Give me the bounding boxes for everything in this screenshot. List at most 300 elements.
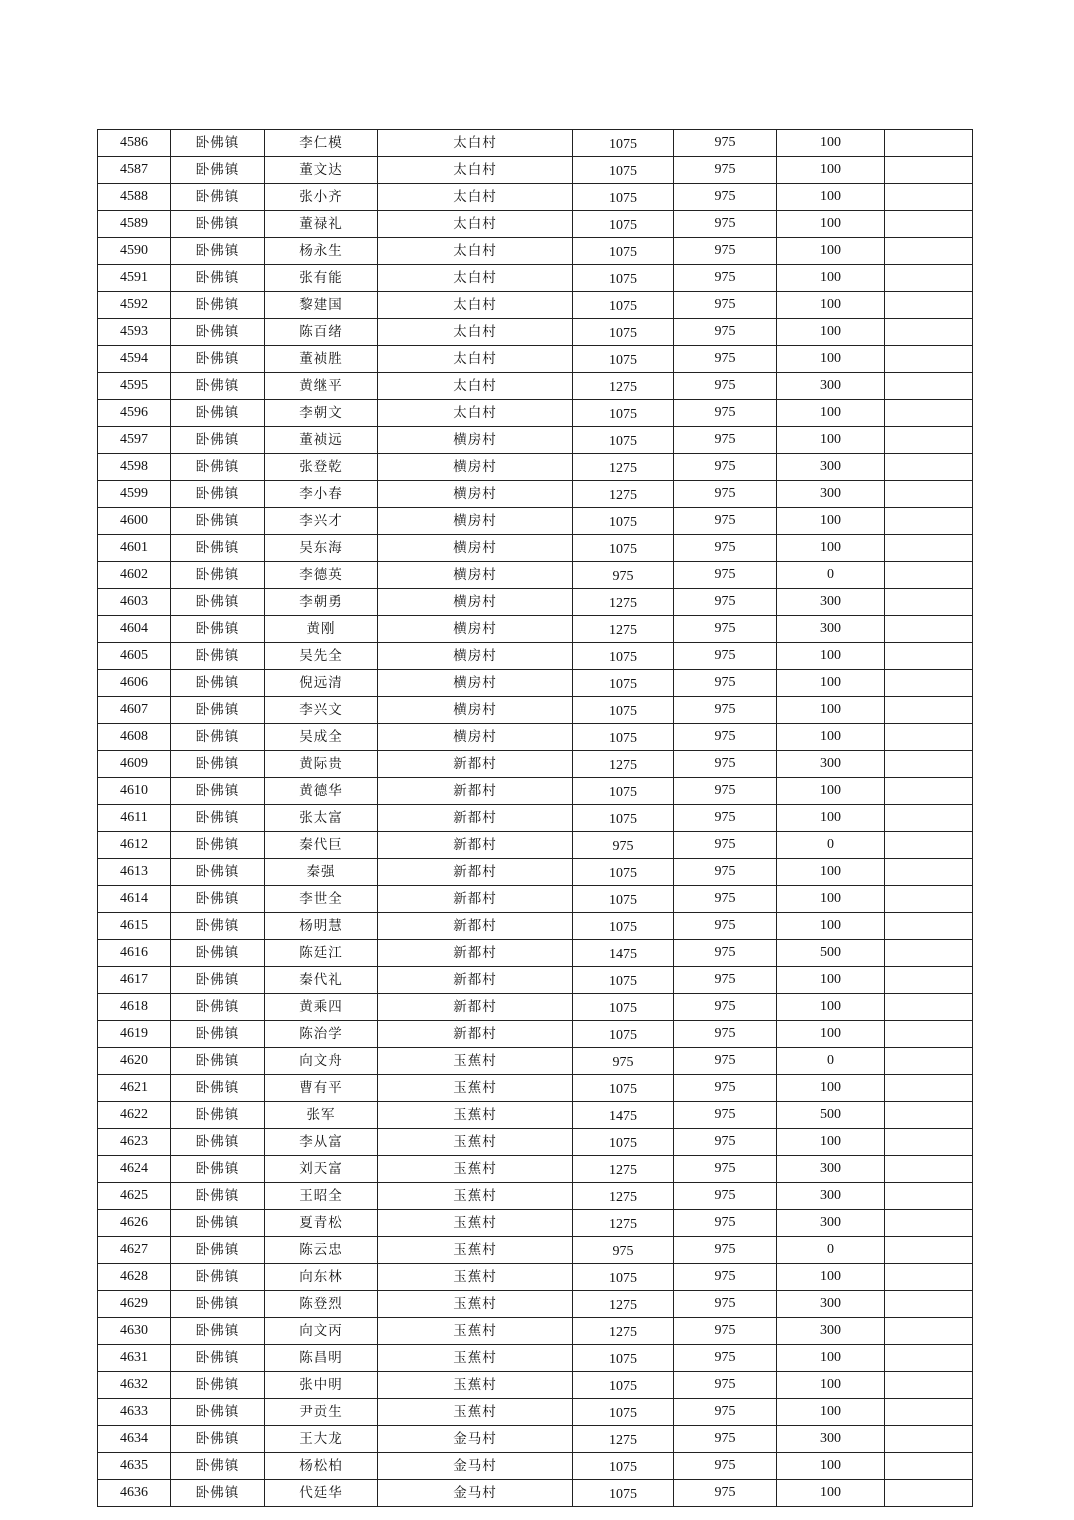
town-cell: 卧佛镇 xyxy=(171,616,265,643)
amount-b-cell: 975 xyxy=(674,1399,777,1426)
village-cell: 新都村 xyxy=(378,859,573,886)
table-body xyxy=(98,130,973,1507)
amount-a-cell: 1075 xyxy=(573,346,674,373)
amount-b-cell: 975 xyxy=(674,886,777,913)
village-cell: 玉蕉村 xyxy=(378,1183,573,1210)
amount-a-cell: 1075 xyxy=(573,265,674,292)
serial-number-cell: 4614 xyxy=(98,886,171,913)
amount-b-cell: 975 xyxy=(674,157,777,184)
name-cell: 李兴文 xyxy=(265,697,378,724)
amount-a-cell: 1075 xyxy=(573,967,674,994)
amount-c-cell: 500 xyxy=(777,940,885,967)
town-cell: 卧佛镇 xyxy=(171,1156,265,1183)
note-cell xyxy=(885,589,973,616)
village-cell: 新都村 xyxy=(378,751,573,778)
serial-number-cell: 4610 xyxy=(98,778,171,805)
town-cell: 卧佛镇 xyxy=(171,886,265,913)
town-cell: 卧佛镇 xyxy=(171,373,265,400)
amount-c-cell: 100 xyxy=(777,346,885,373)
note-cell xyxy=(885,1021,973,1048)
amount-a-cell: 1075 xyxy=(573,292,674,319)
amount-a-cell: 1075 xyxy=(573,1075,674,1102)
amount-b-cell: 975 xyxy=(674,589,777,616)
amount-c-cell: 300 xyxy=(777,1183,885,1210)
amount-c-cell: 100 xyxy=(777,319,885,346)
amount-c-cell: 100 xyxy=(777,238,885,265)
amount-b-cell: 975 xyxy=(674,778,777,805)
amount-a-cell: 975 xyxy=(573,562,674,589)
table-row xyxy=(98,940,973,967)
town-cell: 卧佛镇 xyxy=(171,211,265,238)
town-cell: 卧佛镇 xyxy=(171,1318,265,1345)
table-row xyxy=(98,400,973,427)
name-cell: 李朝文 xyxy=(265,400,378,427)
name-cell: 吴成全 xyxy=(265,724,378,751)
note-cell xyxy=(885,1453,973,1480)
note-cell xyxy=(885,751,973,778)
village-cell: 太白村 xyxy=(378,346,573,373)
serial-number-cell: 4621 xyxy=(98,1075,171,1102)
village-cell: 玉蕉村 xyxy=(378,1129,573,1156)
town-cell: 卧佛镇 xyxy=(171,265,265,292)
serial-number-cell: 4606 xyxy=(98,670,171,697)
table-row xyxy=(98,130,973,157)
name-cell: 秦代礼 xyxy=(265,967,378,994)
serial-number-cell: 4625 xyxy=(98,1183,171,1210)
amount-a-cell: 1075 xyxy=(573,1021,674,1048)
name-cell: 陈登烈 xyxy=(265,1291,378,1318)
village-cell: 金马村 xyxy=(378,1480,573,1507)
note-cell xyxy=(885,1156,973,1183)
amount-a-cell: 1075 xyxy=(573,1264,674,1291)
amount-a-cell: 1275 xyxy=(573,1291,674,1318)
village-cell: 玉蕉村 xyxy=(378,1048,573,1075)
name-cell: 李小春 xyxy=(265,481,378,508)
name-cell: 黄德华 xyxy=(265,778,378,805)
town-cell: 卧佛镇 xyxy=(171,1048,265,1075)
note-cell xyxy=(885,1237,973,1264)
serial-number-cell: 4593 xyxy=(98,319,171,346)
note-cell xyxy=(885,1183,973,1210)
note-cell xyxy=(885,1129,973,1156)
note-cell xyxy=(885,508,973,535)
name-cell: 董文达 xyxy=(265,157,378,184)
note-cell xyxy=(885,130,973,157)
amount-a-cell: 1075 xyxy=(573,535,674,562)
table-row xyxy=(98,1264,973,1291)
table-row xyxy=(98,1048,973,1075)
amount-a-cell: 1075 xyxy=(573,724,674,751)
table-row xyxy=(98,724,973,751)
amount-a-cell: 1075 xyxy=(573,913,674,940)
name-cell: 夏青松 xyxy=(265,1210,378,1237)
serial-number-cell: 4591 xyxy=(98,265,171,292)
town-cell: 卧佛镇 xyxy=(171,562,265,589)
note-cell xyxy=(885,1075,973,1102)
name-cell: 王大龙 xyxy=(265,1426,378,1453)
name-cell: 黄刚 xyxy=(265,616,378,643)
village-cell: 太白村 xyxy=(378,157,573,184)
name-cell: 董祯远 xyxy=(265,427,378,454)
serial-number-cell: 4615 xyxy=(98,913,171,940)
amount-c-cell: 100 xyxy=(777,400,885,427)
serial-number-cell: 4627 xyxy=(98,1237,171,1264)
table-row xyxy=(98,1183,973,1210)
serial-number-cell: 4587 xyxy=(98,157,171,184)
amount-c-cell: 100 xyxy=(777,1372,885,1399)
village-cell: 横房村 xyxy=(378,535,573,562)
village-cell: 玉蕉村 xyxy=(378,1075,573,1102)
amount-a-cell: 1275 xyxy=(573,1210,674,1237)
amount-b-cell: 975 xyxy=(674,1318,777,1345)
note-cell xyxy=(885,913,973,940)
table-row xyxy=(98,1102,973,1129)
amount-b-cell: 975 xyxy=(674,832,777,859)
serial-number-cell: 4623 xyxy=(98,1129,171,1156)
amount-b-cell: 975 xyxy=(674,724,777,751)
serial-number-cell: 4600 xyxy=(98,508,171,535)
village-cell: 太白村 xyxy=(378,130,573,157)
amount-a-cell: 1075 xyxy=(573,670,674,697)
village-cell: 横房村 xyxy=(378,643,573,670)
amount-a-cell: 1275 xyxy=(573,481,674,508)
town-cell: 卧佛镇 xyxy=(171,508,265,535)
village-cell: 太白村 xyxy=(378,211,573,238)
town-cell: 卧佛镇 xyxy=(171,535,265,562)
amount-c-cell: 100 xyxy=(777,967,885,994)
serial-number-cell: 4607 xyxy=(98,697,171,724)
note-cell xyxy=(885,859,973,886)
amount-b-cell: 975 xyxy=(674,1156,777,1183)
note-cell xyxy=(885,400,973,427)
serial-number-cell: 4609 xyxy=(98,751,171,778)
town-cell: 卧佛镇 xyxy=(171,1021,265,1048)
amount-b-cell: 975 xyxy=(674,211,777,238)
amount-b-cell: 975 xyxy=(674,1021,777,1048)
town-cell: 卧佛镇 xyxy=(171,697,265,724)
name-cell: 曹有平 xyxy=(265,1075,378,1102)
name-cell: 陈廷江 xyxy=(265,940,378,967)
amount-b-cell: 975 xyxy=(674,427,777,454)
table-row xyxy=(98,886,973,913)
town-cell: 卧佛镇 xyxy=(171,184,265,211)
town-cell: 卧佛镇 xyxy=(171,778,265,805)
table-row xyxy=(98,751,973,778)
amount-b-cell: 975 xyxy=(674,454,777,481)
amount-a-cell: 1075 xyxy=(573,508,674,535)
village-cell: 新都村 xyxy=(378,967,573,994)
table-row xyxy=(98,1399,973,1426)
village-cell: 太白村 xyxy=(378,319,573,346)
amount-b-cell: 975 xyxy=(674,400,777,427)
town-cell: 卧佛镇 xyxy=(171,481,265,508)
amount-c-cell: 300 xyxy=(777,373,885,400)
village-cell: 玉蕉村 xyxy=(378,1318,573,1345)
table-row xyxy=(98,1291,973,1318)
amount-a-cell: 1075 xyxy=(573,778,674,805)
amount-c-cell: 100 xyxy=(777,508,885,535)
name-cell: 向文舟 xyxy=(265,1048,378,1075)
amount-c-cell: 100 xyxy=(777,913,885,940)
name-cell: 黄继平 xyxy=(265,373,378,400)
note-cell xyxy=(885,1291,973,1318)
name-cell: 李仁模 xyxy=(265,130,378,157)
village-cell: 太白村 xyxy=(378,265,573,292)
amount-c-cell: 100 xyxy=(777,994,885,1021)
note-cell xyxy=(885,265,973,292)
amount-c-cell: 100 xyxy=(777,724,885,751)
table-row xyxy=(98,1453,973,1480)
town-cell: 卧佛镇 xyxy=(171,1480,265,1507)
serial-number-cell: 4633 xyxy=(98,1399,171,1426)
name-cell: 向文丙 xyxy=(265,1318,378,1345)
note-cell xyxy=(885,1345,973,1372)
table-row xyxy=(98,238,973,265)
serial-number-cell: 4618 xyxy=(98,994,171,1021)
town-cell: 卧佛镇 xyxy=(171,1129,265,1156)
note-cell xyxy=(885,967,973,994)
amount-a-cell: 1075 xyxy=(573,319,674,346)
name-cell: 张登乾 xyxy=(265,454,378,481)
name-cell: 代廷华 xyxy=(265,1480,378,1507)
table-row xyxy=(98,1156,973,1183)
amount-a-cell: 1275 xyxy=(573,373,674,400)
amount-c-cell: 500 xyxy=(777,1102,885,1129)
town-cell: 卧佛镇 xyxy=(171,805,265,832)
note-cell xyxy=(885,940,973,967)
village-cell: 玉蕉村 xyxy=(378,1372,573,1399)
serial-number-cell: 4595 xyxy=(98,373,171,400)
amount-b-cell: 975 xyxy=(674,1129,777,1156)
name-cell: 李世全 xyxy=(265,886,378,913)
amount-c-cell: 300 xyxy=(777,1156,885,1183)
town-cell: 卧佛镇 xyxy=(171,724,265,751)
serial-number-cell: 4602 xyxy=(98,562,171,589)
name-cell: 杨明慧 xyxy=(265,913,378,940)
serial-number-cell: 4622 xyxy=(98,1102,171,1129)
town-cell: 卧佛镇 xyxy=(171,994,265,1021)
table-row xyxy=(98,697,973,724)
note-cell xyxy=(885,346,973,373)
amount-b-cell: 975 xyxy=(674,859,777,886)
amount-b-cell: 975 xyxy=(674,265,777,292)
village-cell: 玉蕉村 xyxy=(378,1237,573,1264)
village-cell: 新都村 xyxy=(378,940,573,967)
amount-a-cell: 1075 xyxy=(573,1372,674,1399)
amount-a-cell: 1075 xyxy=(573,994,674,1021)
amount-c-cell: 100 xyxy=(777,886,885,913)
note-cell xyxy=(885,778,973,805)
amount-c-cell: 100 xyxy=(777,1129,885,1156)
amount-a-cell: 1075 xyxy=(573,697,674,724)
amount-b-cell: 975 xyxy=(674,1453,777,1480)
town-cell: 卧佛镇 xyxy=(171,1372,265,1399)
serial-number-cell: 4589 xyxy=(98,211,171,238)
name-cell: 陈治学 xyxy=(265,1021,378,1048)
amount-b-cell: 975 xyxy=(674,1345,777,1372)
table-row xyxy=(98,454,973,481)
name-cell: 张军 xyxy=(265,1102,378,1129)
serial-number-cell: 4617 xyxy=(98,967,171,994)
serial-number-cell: 4632 xyxy=(98,1372,171,1399)
amount-a-cell: 1075 xyxy=(573,184,674,211)
name-cell: 陈云忠 xyxy=(265,1237,378,1264)
town-cell: 卧佛镇 xyxy=(171,913,265,940)
amount-b-cell: 975 xyxy=(674,940,777,967)
note-cell xyxy=(885,1318,973,1345)
table-row xyxy=(98,994,973,1021)
amount-c-cell: 0 xyxy=(777,832,885,859)
village-cell: 新都村 xyxy=(378,886,573,913)
amount-b-cell: 975 xyxy=(674,562,777,589)
table-row xyxy=(98,967,973,994)
note-cell xyxy=(885,1372,973,1399)
amount-a-cell: 1075 xyxy=(573,400,674,427)
note-cell xyxy=(885,697,973,724)
amount-a-cell: 1075 xyxy=(573,238,674,265)
town-cell: 卧佛镇 xyxy=(171,832,265,859)
amount-a-cell: 1075 xyxy=(573,130,674,157)
serial-number-cell: 4626 xyxy=(98,1210,171,1237)
note-cell xyxy=(885,886,973,913)
amount-a-cell: 1075 xyxy=(573,1453,674,1480)
amount-a-cell: 1075 xyxy=(573,427,674,454)
town-cell: 卧佛镇 xyxy=(171,940,265,967)
serial-number-cell: 4603 xyxy=(98,589,171,616)
amount-c-cell: 0 xyxy=(777,1237,885,1264)
serial-number-cell: 4604 xyxy=(98,616,171,643)
amount-b-cell: 975 xyxy=(674,616,777,643)
town-cell: 卧佛镇 xyxy=(171,1345,265,1372)
village-cell: 太白村 xyxy=(378,184,573,211)
amount-c-cell: 100 xyxy=(777,292,885,319)
amount-a-cell: 975 xyxy=(573,832,674,859)
amount-b-cell: 975 xyxy=(674,508,777,535)
serial-number-cell: 4597 xyxy=(98,427,171,454)
amount-b-cell: 975 xyxy=(674,1048,777,1075)
amount-a-cell: 1275 xyxy=(573,1318,674,1345)
amount-b-cell: 975 xyxy=(674,1426,777,1453)
serial-number-cell: 4631 xyxy=(98,1345,171,1372)
table-row xyxy=(98,643,973,670)
town-cell: 卧佛镇 xyxy=(171,967,265,994)
town-cell: 卧佛镇 xyxy=(171,1453,265,1480)
town-cell: 卧佛镇 xyxy=(171,670,265,697)
amount-a-cell: 1275 xyxy=(573,616,674,643)
village-cell: 新都村 xyxy=(378,805,573,832)
town-cell: 卧佛镇 xyxy=(171,1102,265,1129)
serial-number-cell: 4620 xyxy=(98,1048,171,1075)
data-table xyxy=(97,129,973,1507)
serial-number-cell: 4608 xyxy=(98,724,171,751)
town-cell: 卧佛镇 xyxy=(171,400,265,427)
name-cell: 李朝勇 xyxy=(265,589,378,616)
town-cell: 卧佛镇 xyxy=(171,238,265,265)
amount-b-cell: 975 xyxy=(674,1237,777,1264)
town-cell: 卧佛镇 xyxy=(171,346,265,373)
serial-number-cell: 4612 xyxy=(98,832,171,859)
village-cell: 横房村 xyxy=(378,508,573,535)
amount-b-cell: 975 xyxy=(674,292,777,319)
village-cell: 横房村 xyxy=(378,589,573,616)
table-row xyxy=(98,1075,973,1102)
table-row xyxy=(98,184,973,211)
table-row xyxy=(98,1210,973,1237)
name-cell: 张小齐 xyxy=(265,184,378,211)
serial-number-cell: 4605 xyxy=(98,643,171,670)
name-cell: 张中明 xyxy=(265,1372,378,1399)
amount-b-cell: 975 xyxy=(674,1183,777,1210)
amount-b-cell: 975 xyxy=(674,1264,777,1291)
amount-a-cell: 1275 xyxy=(573,1183,674,1210)
amount-c-cell: 100 xyxy=(777,184,885,211)
village-cell: 新都村 xyxy=(378,832,573,859)
village-cell: 新都村 xyxy=(378,1021,573,1048)
town-cell: 卧佛镇 xyxy=(171,1399,265,1426)
amount-b-cell: 975 xyxy=(674,1210,777,1237)
table-row xyxy=(98,616,973,643)
amount-b-cell: 975 xyxy=(674,481,777,508)
note-cell xyxy=(885,832,973,859)
village-cell: 玉蕉村 xyxy=(378,1102,573,1129)
name-cell: 黄乘四 xyxy=(265,994,378,1021)
name-cell: 董禄礼 xyxy=(265,211,378,238)
note-cell xyxy=(885,670,973,697)
name-cell: 张太富 xyxy=(265,805,378,832)
amount-b-cell: 975 xyxy=(674,1075,777,1102)
table-row xyxy=(98,589,973,616)
note-cell xyxy=(885,1264,973,1291)
amount-b-cell: 975 xyxy=(674,805,777,832)
amount-a-cell: 975 xyxy=(573,1237,674,1264)
amount-a-cell: 1075 xyxy=(573,1129,674,1156)
amount-a-cell: 1075 xyxy=(573,1399,674,1426)
village-cell: 太白村 xyxy=(378,373,573,400)
amount-b-cell: 975 xyxy=(674,913,777,940)
amount-a-cell: 1475 xyxy=(573,1102,674,1129)
table-row xyxy=(98,1129,973,1156)
amount-b-cell: 975 xyxy=(674,643,777,670)
serial-number-cell: 4590 xyxy=(98,238,171,265)
table-row xyxy=(98,859,973,886)
amount-c-cell: 100 xyxy=(777,157,885,184)
village-cell: 横房村 xyxy=(378,427,573,454)
note-cell xyxy=(885,994,973,1021)
note-cell xyxy=(885,1048,973,1075)
amount-c-cell: 0 xyxy=(777,562,885,589)
village-cell: 玉蕉村 xyxy=(378,1210,573,1237)
village-cell: 横房村 xyxy=(378,481,573,508)
table-row xyxy=(98,805,973,832)
amount-c-cell: 300 xyxy=(777,1318,885,1345)
amount-b-cell: 975 xyxy=(674,967,777,994)
serial-number-cell: 4601 xyxy=(98,535,171,562)
name-cell: 尹贡生 xyxy=(265,1399,378,1426)
name-cell: 黎建国 xyxy=(265,292,378,319)
amount-a-cell: 1275 xyxy=(573,751,674,778)
village-cell: 金马村 xyxy=(378,1453,573,1480)
name-cell: 王昭全 xyxy=(265,1183,378,1210)
note-cell xyxy=(885,1399,973,1426)
serial-number-cell: 4635 xyxy=(98,1453,171,1480)
table-row xyxy=(98,1021,973,1048)
amount-b-cell: 975 xyxy=(674,670,777,697)
amount-c-cell: 100 xyxy=(777,427,885,454)
note-cell xyxy=(885,724,973,751)
amount-c-cell: 300 xyxy=(777,751,885,778)
table-row xyxy=(98,1345,973,1372)
amount-a-cell: 1075 xyxy=(573,211,674,238)
